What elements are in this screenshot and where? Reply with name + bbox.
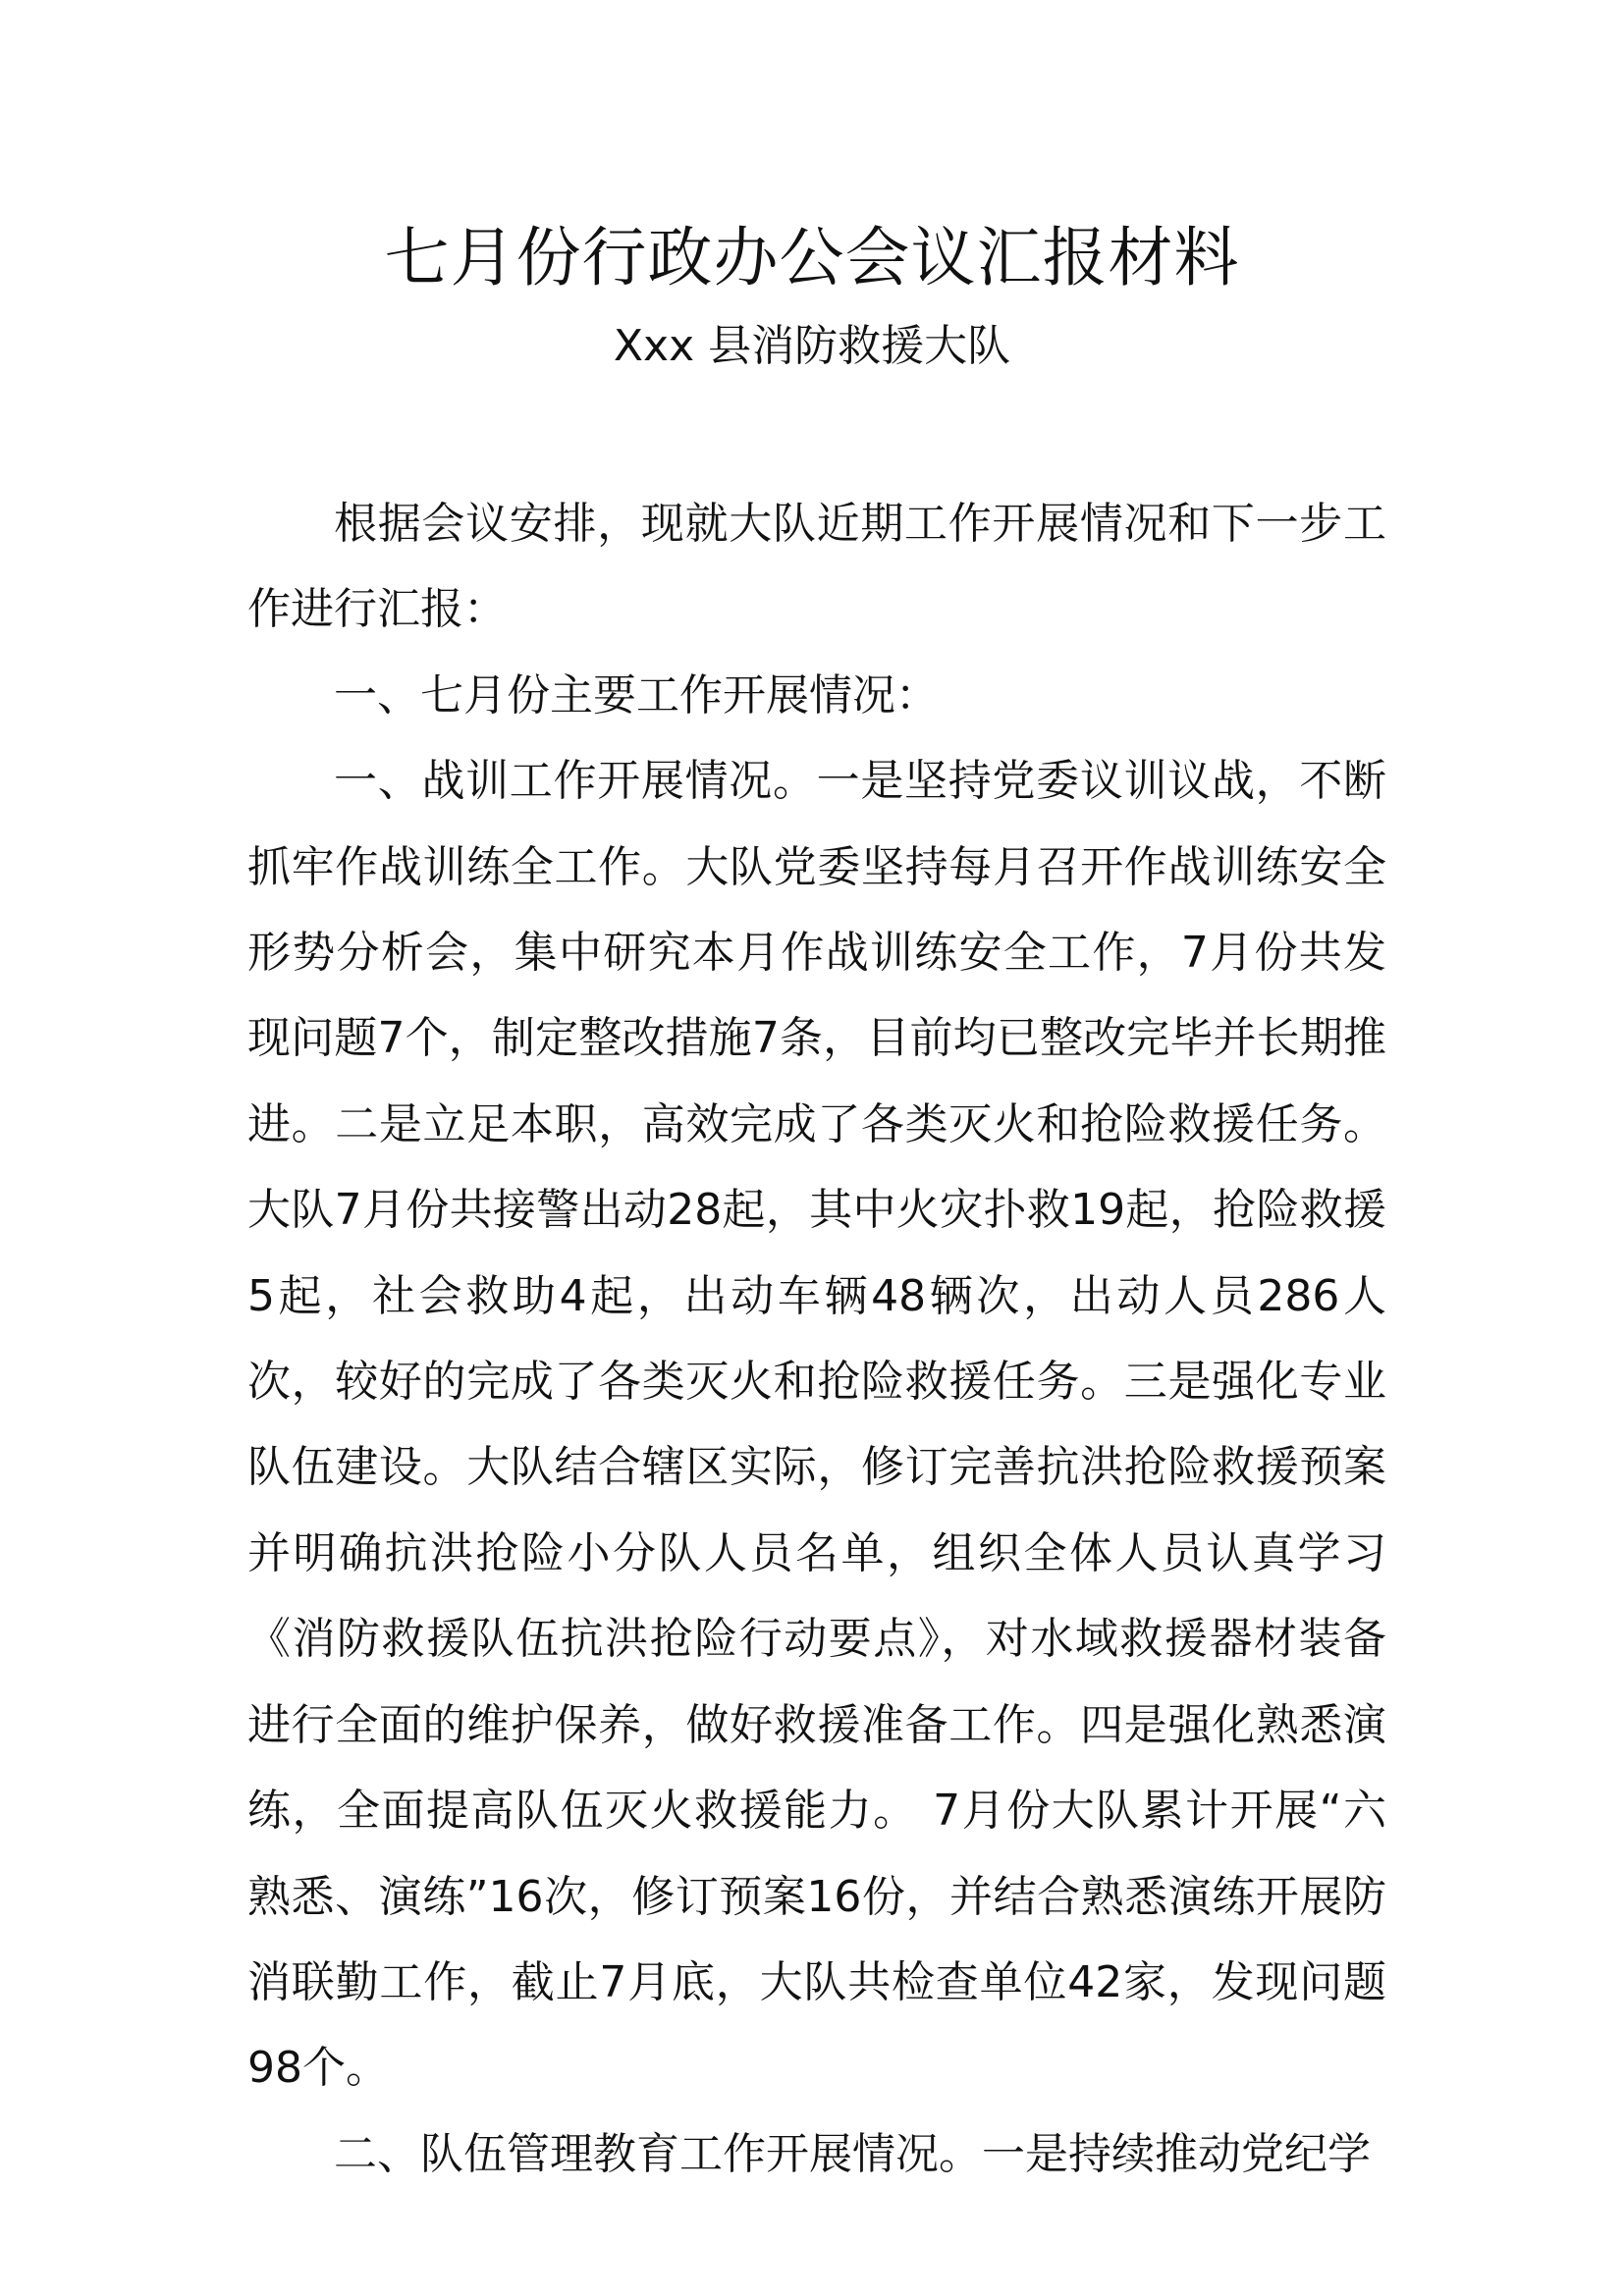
paragraph-intro: 根据会议安排，现就大队近期工作开展情况和下一步工作进行汇报：	[247, 499, 1386, 635]
section-heading-july-work: 一、七月份主要工作开展情况：	[334, 669, 939, 721]
paragraph-combat-training: 一、战训工作开展情况。一是坚持党委议训议战，不断抓牢作战训练全工作。大队党委坚持每月召开作战训练安全形势分析会，集中研究本月作战训练安全工作，7月份共发现问题7个，制定整改措施7条，目前均已整改完毕并长期推进。二是立足本职，高效完成了各类灭火和抢险救援任务。大队7月份共接警出动28起，其中火灾扑救19起，抢险救援5起，社会救助4起，出动车辆48辆次，出动人员286人次，较好的完成了各类灭火和抢险救援任务。三是强化专业队伍建设。大队结合辖区实际，修订完善抗洪抢险救援预案并明确抗洪抢险小分队人员名单，组织全体人员认真学习《消防救援队伍抗洪抢险行动要点》，对水域救援器材装备进行全面的维护保养，做好救援准备工作。四是强化熟悉演练，全面提高队伍灭火救援能力。 7月份大队累计开展“六熟悉、演练”16次，修订预案16份，并结合熟悉演练开展防消联勤工作，截止7月底，大队共检查单位42家，发现问题98个。	[247, 756, 1386, 2094]
document-title: 七月份行政办公会议汇报材料	[384, 220, 1240, 295]
document-body	[247, 481, 1386, 2197]
paragraph-team-management: 二、队伍管理教育工作开展情况。一是持续推动党纪学	[334, 2128, 1371, 2179]
document-subtitle: Xxx 县消防救援大队	[613, 321, 1011, 371]
